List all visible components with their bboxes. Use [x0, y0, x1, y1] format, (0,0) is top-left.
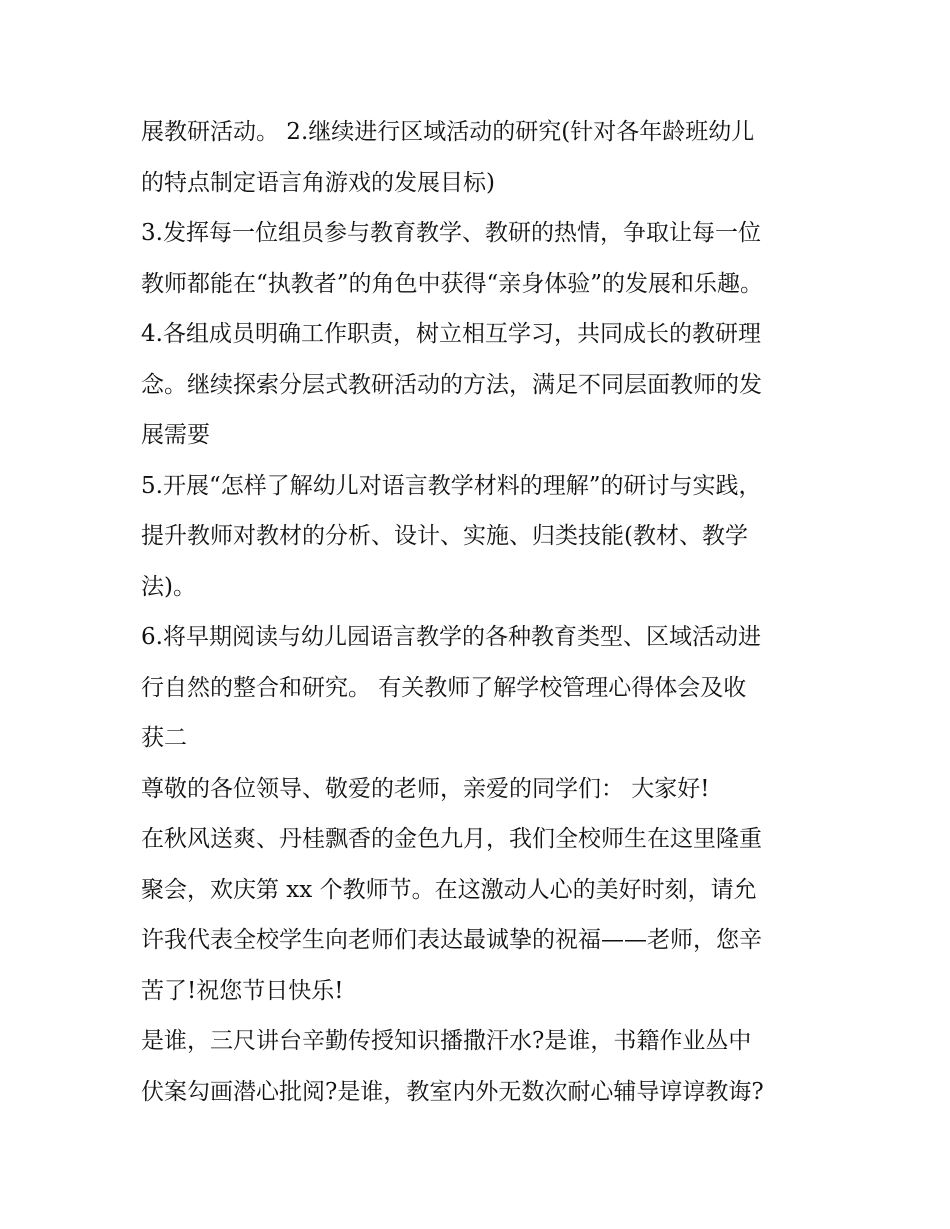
text-line: 行自然的整合和研究。 有关教师了解学校管理心得体会及收: [141, 674, 747, 701]
text-line: 提升教师对教材的分析、设计、实施、归类技能(教材、教学: [141, 523, 748, 549]
text-line: 展需要: [141, 422, 210, 448]
text-line: 展教研活动。 2.继续进行区域活动的研究(针对各年龄班幼儿: [141, 119, 755, 145]
text-line: 聚会，欢庆第 xx 个教师节。在这激动人心的美好时刻，请允: [141, 876, 757, 903]
text-line: 伏案勾画潜心批阅?是谁，教室内外无数次耐心辅导谆谆教诲?: [141, 1078, 764, 1105]
text-line: 尊敬的各位领导、敬爱的老师，亲爱的同学们： 大家好!: [141, 775, 710, 802]
document-body: [141, 107, 821, 1117]
text-line: 教师都能在“执教者”的角色中获得“亲身体验”的发展和乐趣。: [141, 270, 764, 297]
text-line: 获二: [141, 725, 187, 751]
text-line: 的特点制定语言角游戏的发展目标): [141, 169, 495, 196]
text-line: 许我代表全校学生向老师们表达最诚挚的祝福——老师，您辛: [141, 927, 762, 953]
text-line: 4.各组成员明确工作职责，树立相互学习，共同成长的教研理: [141, 321, 761, 347]
text-line: 5.开展“怎样了解幼儿对语言教学材料的理解”的研讨与实践，: [141, 472, 762, 499]
text-line: 在秋风送爽、丹桂飘香的金色九月，我们全校师生在这里隆重: [141, 826, 762, 852]
text-line: 念。继续探索分层式教研活动的方法，满足不同层面教师的发: [141, 371, 762, 398]
text-line: 3.发挥每一位组员参与教育教学、教研的热情，争取让每一位: [141, 220, 761, 246]
text-line: 是谁，三尺讲台辛勤传授知识播撒汗水?是谁，书籍作业丛中: [141, 1028, 752, 1054]
text-line: 法)。: [141, 573, 196, 600]
text-line: 苦了!祝您节日快乐!: [141, 977, 344, 1004]
text-line: 6.将早期阅读与幼儿园语言教学的各种教育类型、区域活动进: [141, 624, 761, 650]
